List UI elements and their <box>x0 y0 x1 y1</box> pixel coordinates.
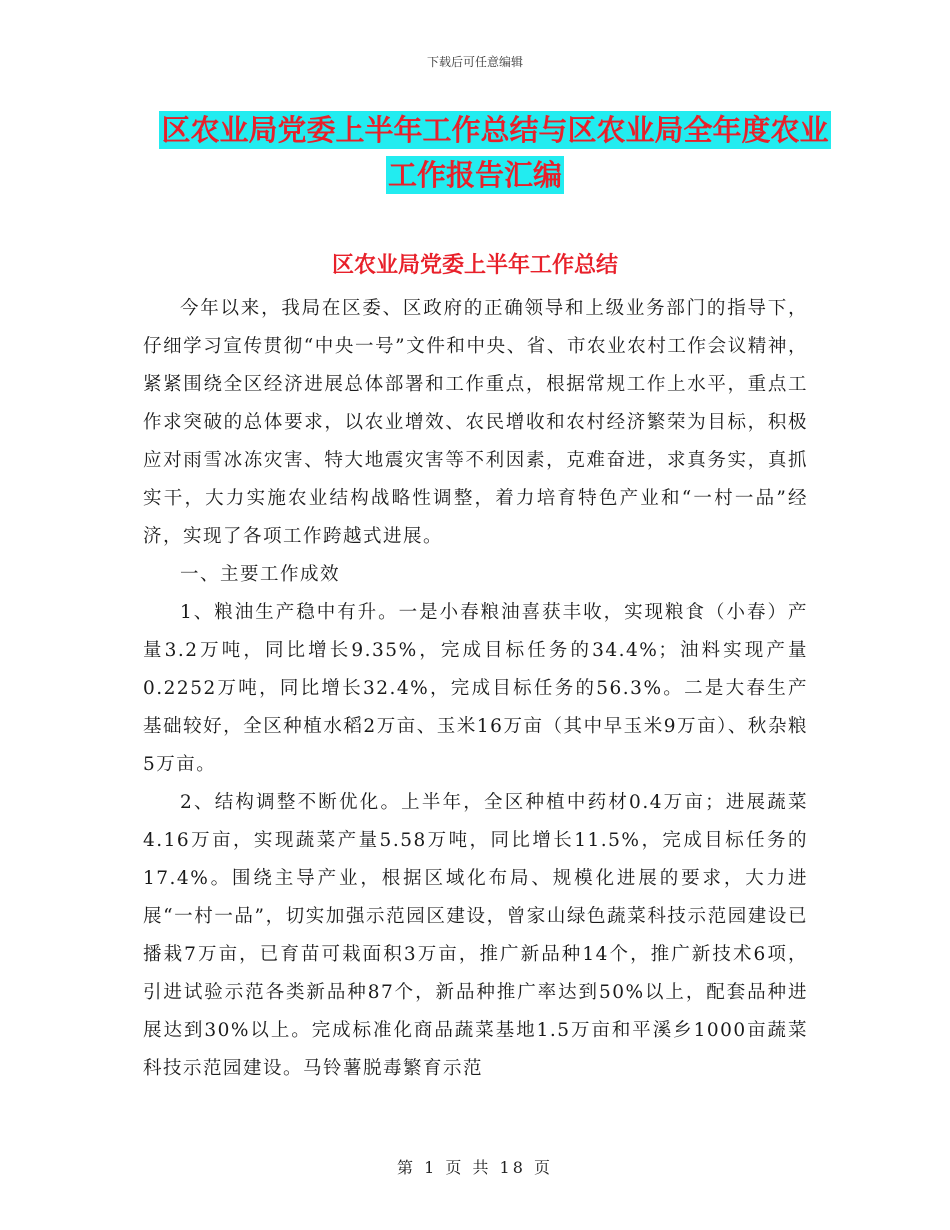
document-body <box>143 290 808 1088</box>
document-title-line-2 <box>0 157 950 193</box>
document-title-line-1-text: 区农业局党委上半年工作总结与区农业局全年度农业 <box>161 113 829 147</box>
page-number: 第 1 页 共 18 页 <box>397 1158 553 1177</box>
document-title-line-1 <box>0 112 950 148</box>
header-note: 下载后可任意编辑 <box>426 55 523 69</box>
paragraph-grain-oil: 1、粮油生产稳中有升。一是小春粮油喜获丰收，实现粮食（小春）产量3.2万吨，同比增长9.35%，完成目标任务的34.4%；油料实现产量0.2252万吨，同比增长32.4%，完成目标任务的56.3%。二是大春生产基础较好，全区种植水稻2万亩、玉米16万亩（其中早玉米9万亩）、秋杂粮5万亩。 <box>143 602 808 775</box>
paragraph-structure-adjustment: 2、结构调整不断优化。上半年，全区种植中药材0.4万亩；进展蔬菜4.16万亩，实现蔬菜产量5.58万吨，同比增长11.5%，完成目标任务的17.4%。围绕主导产业，根据区域化布局、规模化进展的要求，大力进展“一村一品”，切实加强示范园区建设，曾家山绿色蔬菜科技示范园建设已播栽7万亩，已育苗可栽面积3万亩，推广新品种14个，推广新技术6项，引进试验示范各类新品种87个，新品种推广率达到50%以上，配套品种进展达到30%以上。完成标准化商品蔬菜基地1.5万亩和平溪乡1000亩蔬菜科技示范园建设。马铃薯脱毒繁育示范 <box>143 792 808 1079</box>
document-title-line-2-text: 工作报告汇编 <box>387 158 562 192</box>
paragraph-intro: 今年以来，我局在区委、区政府的正确领导和上级业务部门的指导下，仔细学习宣传贯彻“中央一号”文件和中央、省、市农业农村工作会议精神，紧紧围绕全区经济进展总体部署和工作重点，根据常规工作上水平，重点工作求突破的总体要求，以农业增效、农民增收和农村经济繁荣为目标，积极应对雨雪冰冻灾害、特大地震灾害等不利因素，克难奋进，求真务实，真抓实干，大力实施农业结构战略性调整，着力培育特色产业和“一村一品”经济，实现了各项工作跨越式进展。 <box>143 298 808 547</box>
section-title: 区农业局党委上半年工作总结 <box>331 253 618 278</box>
paragraph-heading-achievements: 一、主要工作成效 <box>180 564 341 585</box>
